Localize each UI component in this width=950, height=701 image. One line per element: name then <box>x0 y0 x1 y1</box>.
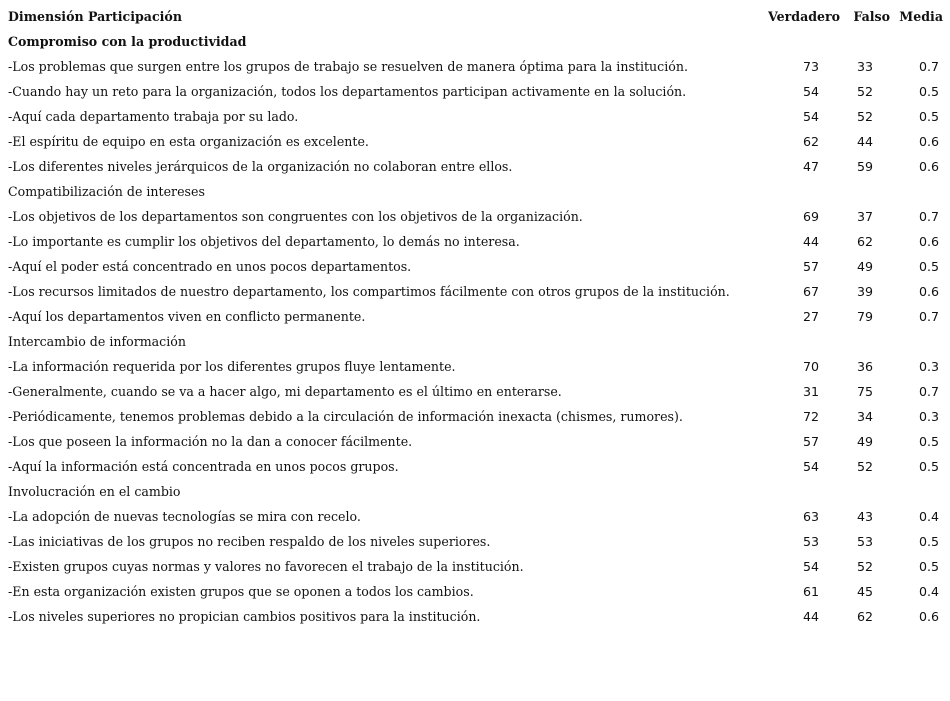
item-text: -Cuando hay un reto para la organización, todos los departamentos participan activamente en la solución. <box>8 84 687 99</box>
mean-value: 0.6 <box>918 609 939 624</box>
false-count: 62 <box>856 609 874 624</box>
item-text: -Los objetivos de los departamentos son congruentes con los objetivos de la organización. <box>8 209 583 224</box>
mean-value: 0.7 <box>918 309 939 324</box>
false-count: 34 <box>856 409 874 424</box>
true-count: 69 <box>802 209 820 224</box>
table-row <box>8 79 943 104</box>
mean-value: 0.6 <box>918 134 939 149</box>
table-row <box>8 404 943 429</box>
item-text: -En esta organización existen grupos que se oponen a todos los cambios. <box>8 584 474 599</box>
false-count: 53 <box>856 534 874 549</box>
table-row <box>8 504 943 529</box>
table-row <box>8 554 943 579</box>
true-count: 73 <box>802 59 820 74</box>
mean-value: 0.7 <box>918 209 939 224</box>
false-count: 75 <box>856 384 874 399</box>
item-text: -Generalmente, cuando se va a hacer algo, mi departamento es el último en enterarse. <box>8 384 562 399</box>
item-text: -Aquí los departamentos viven en conflicto permanente. <box>8 309 366 324</box>
table-row <box>8 304 943 329</box>
table-row <box>8 104 943 129</box>
section-row <box>8 329 943 354</box>
item-text: -Lo importante es cumplir los objetivos del departamento, lo demás no interesa. <box>8 234 520 249</box>
item-text: -La adopción de nuevas tecnologías se mira con recelo. <box>8 509 361 524</box>
false-count: 49 <box>856 434 874 449</box>
mean-value: 0.6 <box>918 284 939 299</box>
table-row <box>8 604 943 629</box>
table-row <box>8 579 943 604</box>
false-count: 33 <box>856 59 874 74</box>
false-count: 39 <box>856 284 874 299</box>
mean-value: 0.4 <box>918 509 939 524</box>
table-row <box>8 154 943 179</box>
table-row <box>8 229 943 254</box>
mean-value: 0.3 <box>918 359 939 374</box>
item-text: -Aquí la información está concentrada en unos pocos grupos. <box>8 459 399 474</box>
true-count: 54 <box>802 109 820 124</box>
table-body <box>8 29 943 629</box>
table-row <box>8 204 943 229</box>
true-count: 70 <box>802 359 820 374</box>
item-text: -Los diferentes niveles jerárquicos de la organización no colaboran entre ellos. <box>8 159 513 174</box>
section-title: Compatibilización de intereses <box>8 184 205 199</box>
false-count: 62 <box>856 234 874 249</box>
mean-value: 0.7 <box>918 384 939 399</box>
table-row <box>8 279 943 304</box>
mean-value: 0.5 <box>918 109 939 124</box>
true-count: 31 <box>802 384 820 399</box>
column-header-false: Falso <box>853 9 890 24</box>
table-row <box>8 254 943 279</box>
table-row <box>8 379 943 404</box>
true-count: 27 <box>802 309 820 324</box>
table-row <box>8 454 943 479</box>
item-text: -Aquí cada departamento trabaja por su lado. <box>8 109 299 124</box>
false-count: 45 <box>856 584 874 599</box>
table-row <box>8 429 943 454</box>
true-count: 47 <box>802 159 820 174</box>
section-row <box>8 179 943 204</box>
false-count: 52 <box>856 559 874 574</box>
mean-value: 0.5 <box>918 259 939 274</box>
item-text: -La información requerida por los diferentes grupos fluye lentamente. <box>8 359 456 374</box>
item-text: -Las iniciativas de los grupos no reciben respaldo de los niveles superiores. <box>8 534 491 549</box>
table-row <box>8 354 943 379</box>
mean-value: 0.5 <box>918 459 939 474</box>
table-row <box>8 529 943 554</box>
table-row <box>8 54 943 79</box>
true-count: 61 <box>802 584 820 599</box>
false-count: 37 <box>856 209 874 224</box>
false-count: 36 <box>856 359 874 374</box>
true-count: 67 <box>802 284 820 299</box>
mean-value: 0.5 <box>918 534 939 549</box>
table-row <box>8 129 943 154</box>
false-count: 49 <box>856 259 874 274</box>
item-text: -Los recursos limitados de nuestro departamento, los compartimos fácilmente con otros grupos de la institución. <box>8 284 730 299</box>
mean-value: 0.5 <box>918 434 939 449</box>
mean-value: 0.3 <box>918 409 939 424</box>
item-text: -Los que poseen la información no la dan a conocer fácilmente. <box>8 434 413 449</box>
true-count: 62 <box>802 134 820 149</box>
participation-table <box>8 4 943 629</box>
true-count: 57 <box>802 434 820 449</box>
false-count: 52 <box>856 459 874 474</box>
section-title: Compromiso con la productividad <box>8 34 247 49</box>
mean-value: 0.5 <box>918 84 939 99</box>
false-count: 52 <box>856 84 874 99</box>
false-count: 44 <box>856 134 874 149</box>
mean-value: 0.6 <box>918 159 939 174</box>
true-count: 54 <box>802 459 820 474</box>
item-text: -Periódicamente, tenemos problemas debido a la circulación de información inexacta (chismes, rumores). <box>8 409 683 424</box>
mean-value: 0.6 <box>918 234 939 249</box>
false-count: 43 <box>856 509 874 524</box>
true-count: 44 <box>802 609 820 624</box>
column-header-mean: Media <box>899 9 943 24</box>
item-text: -Existen grupos cuyas normas y valores no favorecen el trabajo de la institución. <box>8 559 524 574</box>
section-title: Involucración en el cambio <box>8 484 181 499</box>
table-header-row <box>8 4 943 29</box>
true-count: 63 <box>802 509 820 524</box>
true-count: 57 <box>802 259 820 274</box>
true-count: 53 <box>802 534 820 549</box>
mean-value: 0.7 <box>918 59 939 74</box>
true-count: 54 <box>802 559 820 574</box>
section-row <box>8 479 943 504</box>
mean-value: 0.4 <box>918 584 939 599</box>
table-title: Dimensión Participación <box>8 9 182 24</box>
false-count: 52 <box>856 109 874 124</box>
true-count: 54 <box>802 84 820 99</box>
section-title: Intercambio de información <box>8 334 186 349</box>
false-count: 59 <box>856 159 874 174</box>
item-text: -Los niveles superiores no propician cambios positivos para la institución. <box>8 609 481 624</box>
item-text: -Los problemas que surgen entre los grupos de trabajo se resuelven de manera óptima para la institución. <box>8 59 688 74</box>
true-count: 72 <box>802 409 820 424</box>
item-text: -Aquí el poder está concentrado en unos pocos departamentos. <box>8 259 412 274</box>
item-text: -El espíritu de equipo en esta organización es excelente. <box>8 134 369 149</box>
true-count: 44 <box>802 234 820 249</box>
mean-value: 0.5 <box>918 559 939 574</box>
false-count: 79 <box>856 309 874 324</box>
column-header-true: Verdadero <box>768 9 840 24</box>
section-row <box>8 29 943 54</box>
